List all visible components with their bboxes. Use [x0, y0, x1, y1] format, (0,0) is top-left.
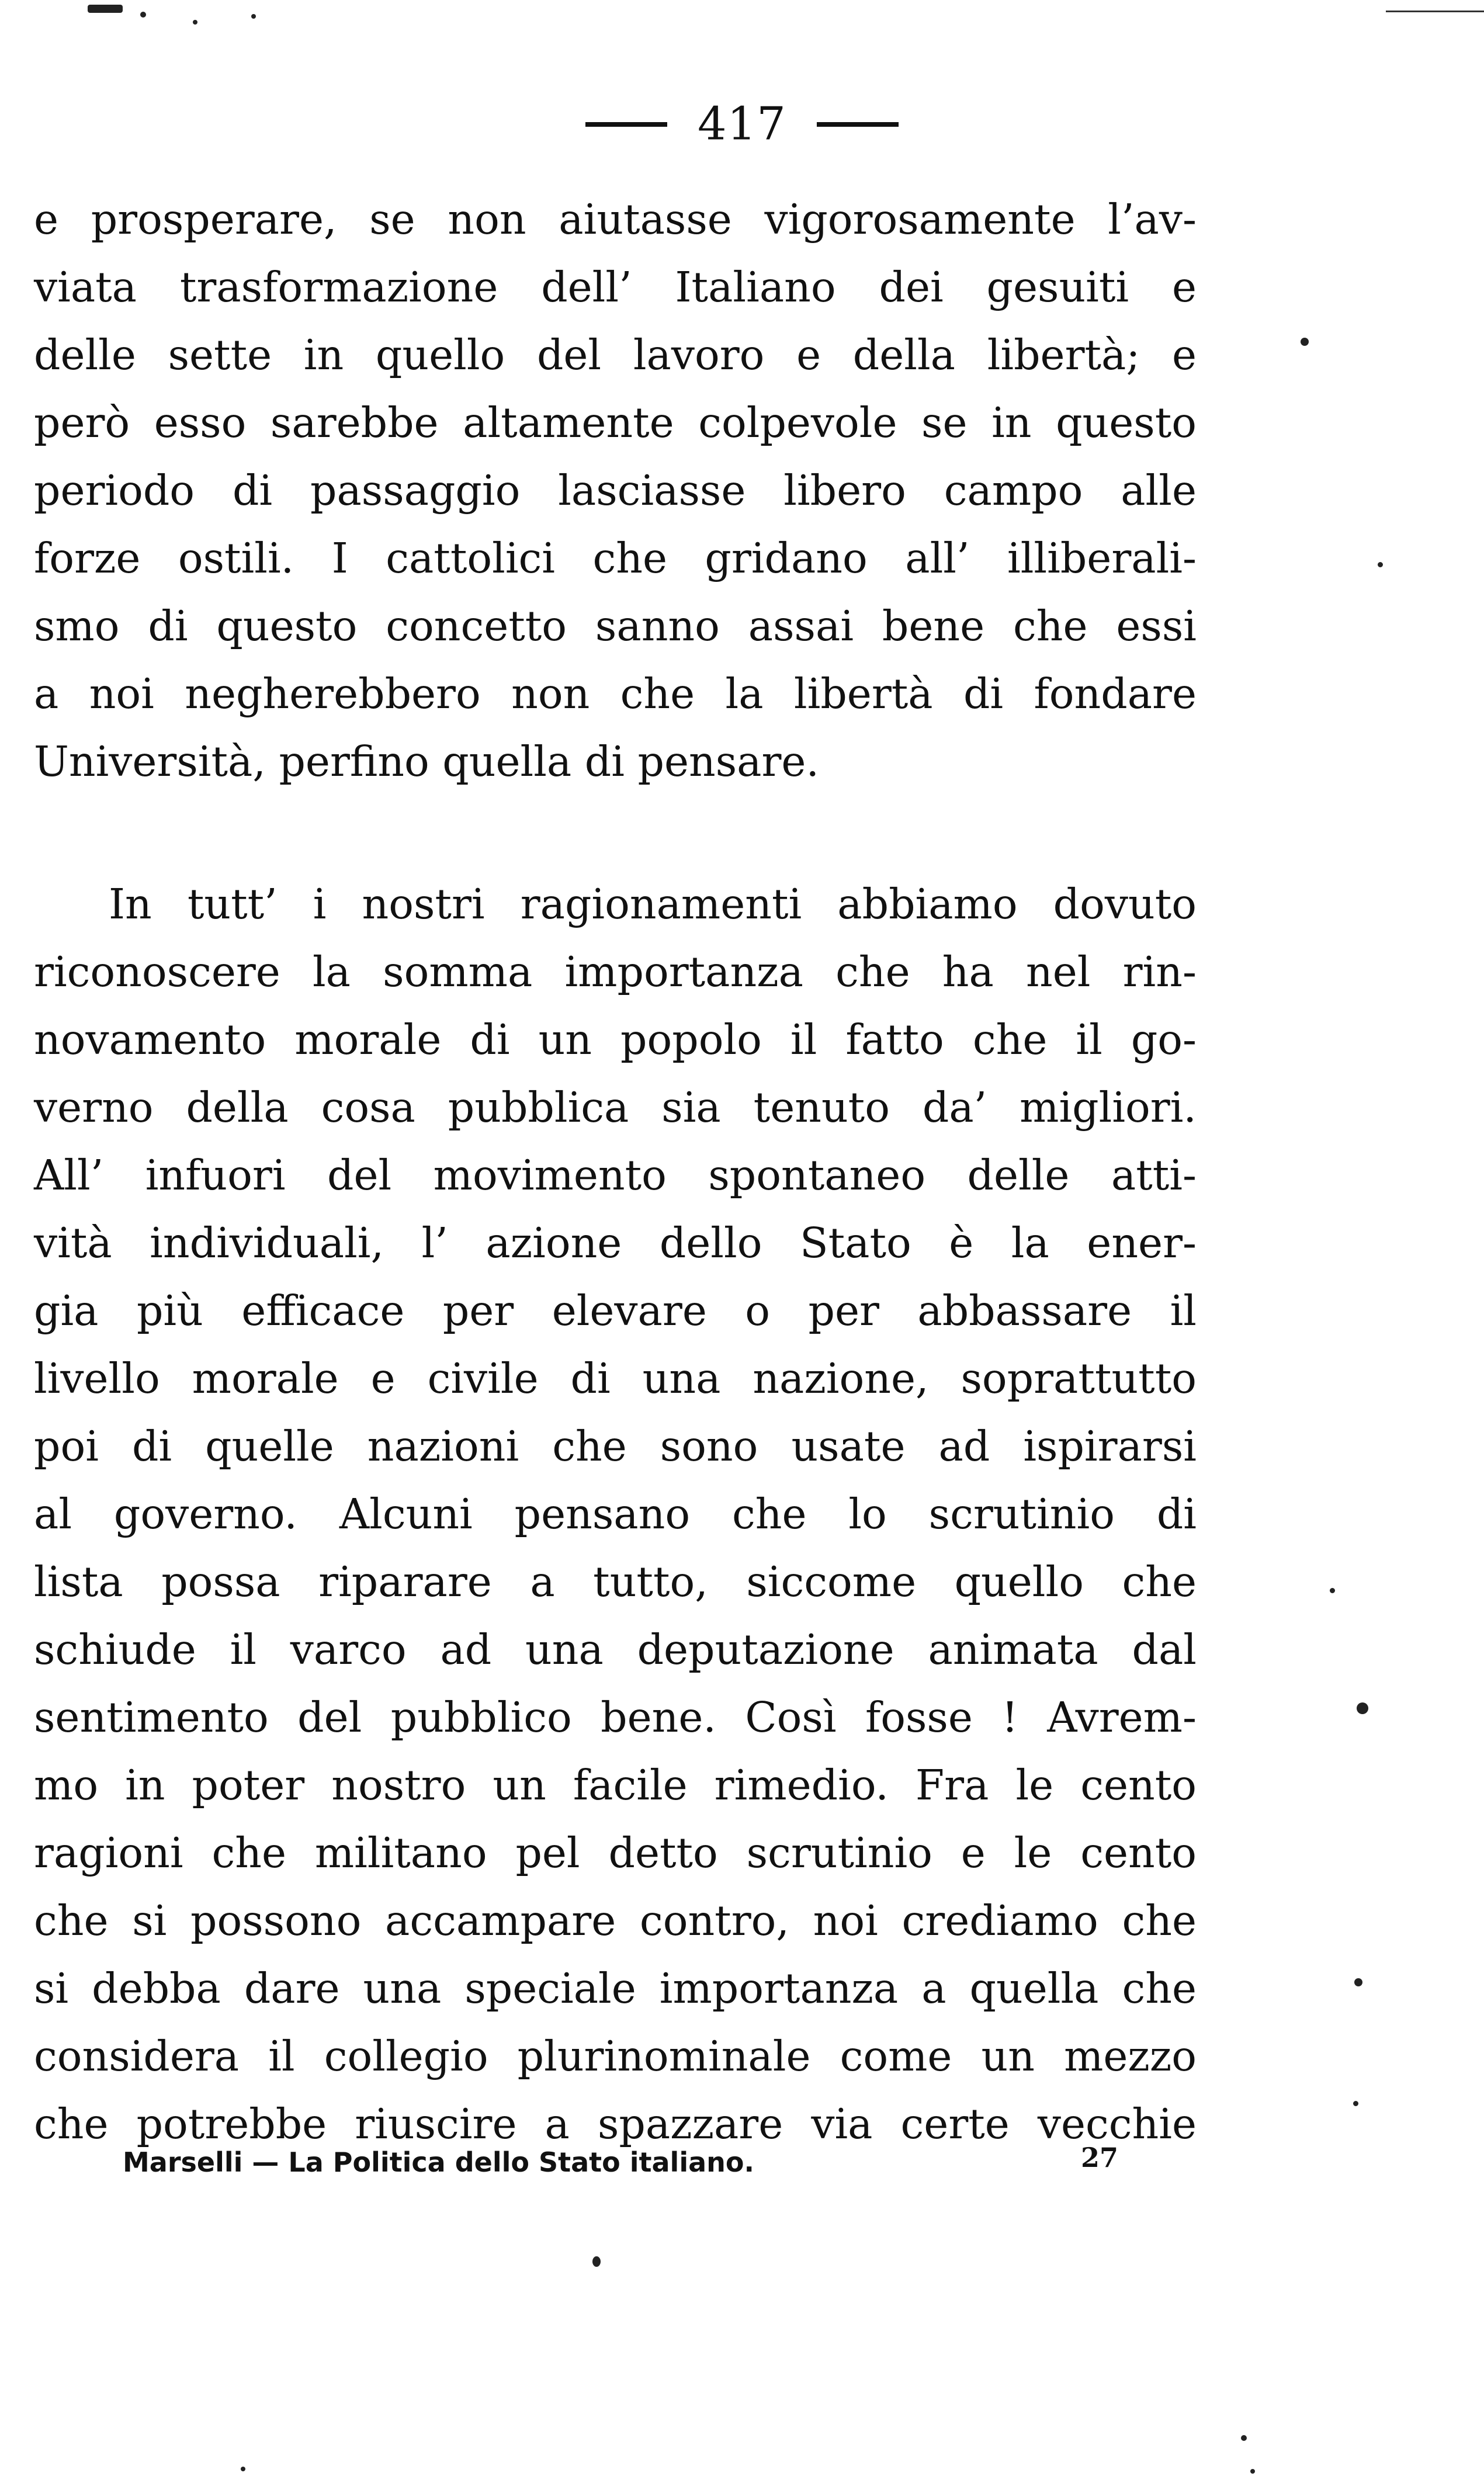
scan-speck	[1250, 2469, 1255, 2474]
text-line: considera il collegio plurinominale come un mezzo	[34, 2032, 1197, 2080]
scan-speck	[193, 20, 197, 25]
text-line: riconoscere la somma importanza che ha nel rin-	[34, 948, 1197, 996]
scan-speck	[140, 12, 146, 18]
page-number: 417	[698, 98, 786, 151]
text-line: verno della cosa pubblica sia tenuto da’ migliori.	[34, 1083, 1197, 1132]
text-line: forze ostili. I cattolici che gridano all’ illiberali-	[34, 534, 1197, 582]
paragraph-continuation	[34, 186, 1197, 796]
scan-speck	[1378, 562, 1383, 567]
text-line: poi di quelle nazioni che sono usate ad ispirarsi	[34, 1422, 1197, 1471]
text-line: In tutt’ i nostri ragionamenti abbiamo dovuto	[109, 880, 1197, 928]
scan-speck	[241, 2467, 245, 2471]
header-dash-right	[817, 122, 899, 127]
page-header	[0, 98, 1484, 151]
text-line: schiude il varco ad una deputazione animata dal	[34, 1625, 1197, 1674]
text-line: si debba dare una speciale importanza a quella che	[34, 1964, 1197, 2013]
scan-speck	[1357, 1702, 1368, 1714]
text-line: lista possa riparare a tutto, siccome quello che	[34, 1558, 1197, 1606]
scan-speck	[1241, 2435, 1247, 2441]
scan-speck	[251, 14, 256, 19]
text-line: al governo. Alcuni pensano che lo scrutinio di	[34, 1490, 1197, 1538]
text-line: che potrebbe riuscire a spazzare via certe vecchie	[34, 2100, 1197, 2148]
text-line: smo di questo concetto sanno assai bene che essi	[34, 602, 1197, 650]
text-line: vità individuali, l’ azione dello Stato è la ener-	[34, 1219, 1197, 1267]
scan-speck	[1330, 1588, 1335, 1593]
text-line: sentimento del pubblico bene. Così fosse ! Avrem-	[34, 1693, 1197, 1742]
scan-speck	[1301, 338, 1309, 346]
text-line: a noi negherebbero non che la libertà di fondare	[34, 670, 1197, 718]
text-line: gia più efficace per elevare o per abbassare il	[34, 1286, 1197, 1335]
text-line: livello morale e civile di una nazione, soprattutto	[34, 1354, 1197, 1403]
text-line: mo in poter nostro un facile rimedio. Fra le cento	[34, 1761, 1197, 1809]
paragraph-body	[34, 871, 1197, 2158]
signature-mark: 27	[1081, 2142, 1119, 2173]
scan-speck	[592, 2256, 601, 2267]
scan-speck	[1353, 2101, 1358, 2106]
scan-speck	[88, 5, 123, 13]
text-line: All’ infuori del movimento spontaneo delle atti-	[34, 1151, 1197, 1199]
scan-speck	[1354, 1978, 1362, 1986]
header-dash-left	[585, 122, 667, 127]
scan-edge-line	[1386, 11, 1484, 12]
text-line: e prosperare, se non aiutasse vigorosamente l’av-	[34, 195, 1197, 244]
text-line: periodo di passaggio lasciasse libero campo alle	[34, 466, 1197, 515]
footer-book-title: Marselli — La Politica dello Stato italiano.	[123, 2146, 754, 2178]
text-line: Università, perfino quella di pensare.	[34, 737, 820, 786]
text-line: ragioni che militano pel detto scrutinio e le cento	[34, 1829, 1197, 1877]
text-line: novamento morale di un popolo il fatto che il go-	[34, 1015, 1197, 1064]
text-line: però esso sarebbe altamente colpevole se in questo	[34, 398, 1197, 447]
text-line: delle sette in quello del lavoro e della libertà; e	[34, 331, 1197, 379]
text-line: viata trasformazione dell’ Italiano dei gesuiti e	[34, 263, 1197, 311]
text-line: che si possono accampare contro, noi crediamo che	[34, 1896, 1197, 1945]
